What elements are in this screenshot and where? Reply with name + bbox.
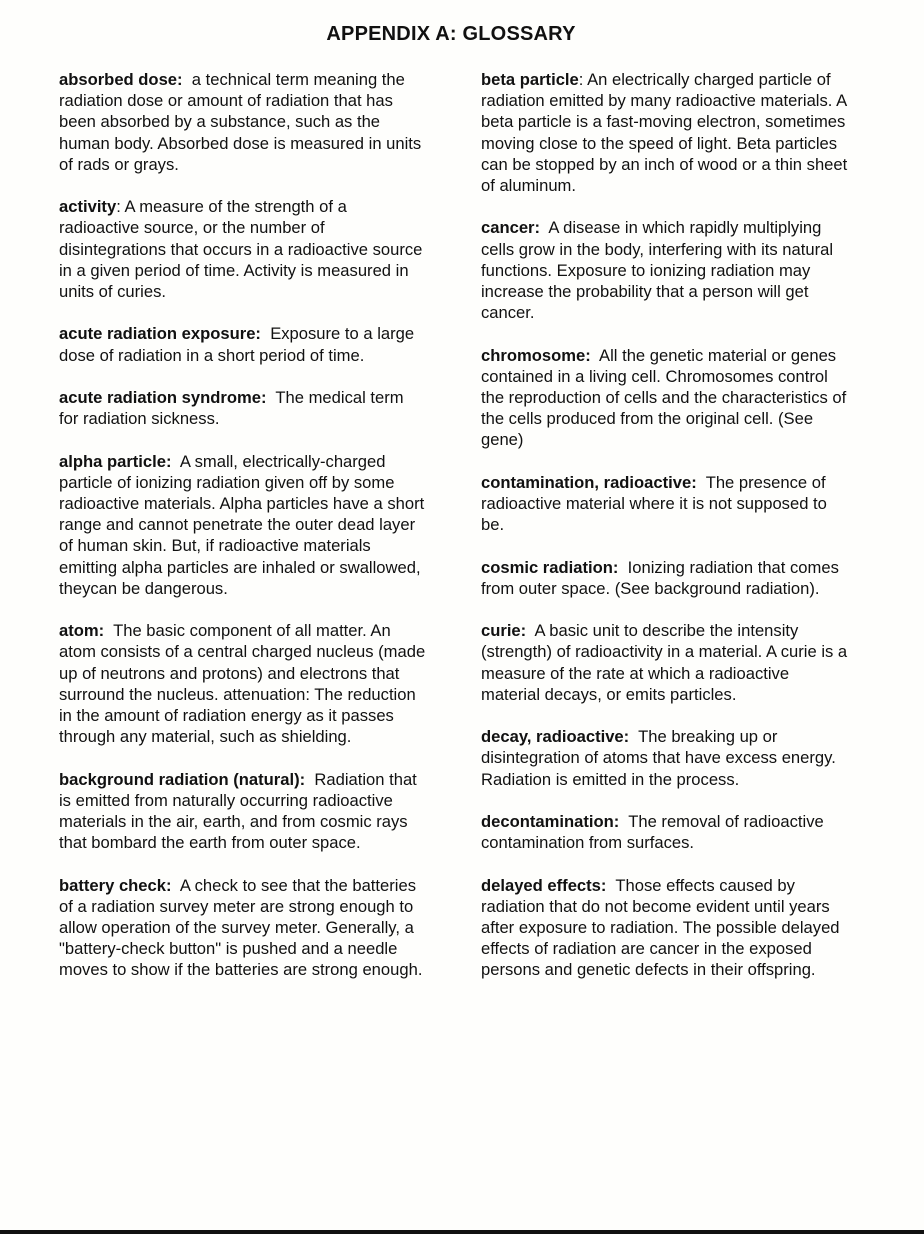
glossary-definition: The removal of radioactive contamination from surfaces. bbox=[481, 812, 824, 853]
glossary-entry-background-radiation bbox=[59, 769, 427, 854]
glossary-definition: : An electrically charged particle of radiation emitted by many radioactive materials. A beta particle is a fast-moving electron, sometimes moving close to the speed of light. Beta particles can be stopped by an inch of wood or a thin sheet of aluminum. bbox=[481, 70, 848, 196]
glossary-definition: A check to see that the batteries of a radiation survey meter are strong enough to allow operation of the survey meter. Generally, a "battery-check button" is pushed and a needle moves to show if the batteries are strong enough. bbox=[59, 875, 423, 980]
glossary-term: delayed effects: bbox=[481, 875, 607, 895]
glossary-entry-decay-radioactive bbox=[481, 726, 849, 790]
glossary-entry-chromosome bbox=[481, 345, 849, 451]
glossary-term: curie: bbox=[481, 621, 527, 641]
glossary-term: absorbed dose: bbox=[59, 70, 183, 89]
glossary-term: background radiation (natural): bbox=[59, 769, 306, 789]
glossary-entry-acute-radiation-syndrome bbox=[59, 387, 427, 429]
glossary-entry-delayed-effects bbox=[481, 875, 849, 981]
glossary-definition: A small, electrically-charged particle of ionizing radiation given off by some radioactive materials. Alpha particles have a short range and cannot penetrate the outer dead layer of human skin. But, if radioactive materials emitting alpha particles are inhaled or swallowed, theycan be dangerous. bbox=[59, 451, 425, 598]
page-bottom-rule bbox=[0, 1230, 924, 1234]
glossary-definition: Those effects caused by radiation that do not become evident until years after exposure to radiation. The possible delayed effects of radiation are cancer in the exposed persons and genetic defects in their offspring. bbox=[481, 875, 840, 980]
glossary-entry-acute-radiation-exposure bbox=[59, 323, 427, 365]
glossary-term: decontamination: bbox=[481, 812, 620, 831]
glossary-term: alpha particle: bbox=[59, 451, 172, 471]
glossary-definition: The medical term for radiation sickness. bbox=[59, 388, 404, 429]
glossary-term: acute radiation syndrome: bbox=[59, 388, 267, 407]
glossary-definition: The presence of radioactive material where it is not supposed to be. bbox=[481, 472, 827, 535]
glossary-entry-cosmic-radiation bbox=[481, 557, 849, 599]
glossary-definition: Exposure to a large dose of radiation in a short period of time. bbox=[59, 324, 415, 365]
page-title: APPENDIX A: GLOSSARY bbox=[326, 23, 576, 45]
glossary-definition: Ionizing radiation that comes from outer space. (See background radiation). bbox=[481, 557, 839, 598]
glossary-column-left bbox=[59, 69, 427, 1002]
glossary-column-right bbox=[481, 69, 849, 1002]
glossary-entry-battery-check bbox=[59, 875, 427, 981]
glossary-term: battery check: bbox=[59, 875, 172, 895]
glossary-term: contamination, radioactive: bbox=[481, 472, 697, 492]
glossary-entry-cancer bbox=[481, 217, 849, 323]
glossary-term: beta particle bbox=[481, 70, 579, 89]
glossary-term: chromosome: bbox=[481, 345, 591, 365]
glossary-entry-atom bbox=[59, 620, 427, 747]
glossary-definition: All the genetic material or genes contained in a living cell. Chromosomes control the reproduction of cells and the characteristics of the cells produced from the original cell. (See gene) bbox=[481, 345, 847, 450]
glossary-entry-curie bbox=[481, 620, 849, 705]
glossary-definition: a technical term meaning the radiation dose or amount of radiation that has been absorbed by a substance, such as the human body. Absorbed dose is measured in units of rads or grays. bbox=[59, 70, 422, 174]
glossary-term: decay, radioactive: bbox=[481, 727, 630, 747]
glossary-entry-activity bbox=[59, 196, 427, 302]
glossary-definition: The breaking up or disintegration of atoms that have excess energy. Radiation is emitted in the process. bbox=[481, 727, 836, 789]
glossary-entry-absorbed-dose bbox=[59, 69, 427, 175]
glossary-entry-beta-particle bbox=[481, 69, 849, 196]
glossary-term: atom: bbox=[59, 621, 105, 641]
glossary-definition: Radiation that is emitted from naturally occurring radioactive materials in the air, earth, and from cosmic rays that bombard the earth from outer space. bbox=[59, 769, 417, 853]
glossary-term: activity bbox=[59, 197, 117, 217]
glossary-entry-contamination-radioactive bbox=[481, 472, 849, 536]
glossary-definition: The basic component of all matter. An atom consists of a central charged nucleus (made up of neutrons and protons) and electrons that surround the nucleus. attenuation: The reduction in the amount of radiation energy as it passes through any material, such as shielding. bbox=[59, 621, 426, 747]
glossary-entry-decontamination bbox=[481, 811, 849, 853]
glossary-term: cosmic radiation: bbox=[481, 557, 619, 577]
glossary-definition: : A measure of the strength of a radioactive source, or the number of disintegrations that occurs in a radioactive source in a given period of time. Activity is measured in units of curies. bbox=[59, 197, 423, 302]
glossary-term: acute radiation exposure: bbox=[59, 324, 261, 344]
glossary-definition: A basic unit to describe the intensity (strength) of radioactivity in a material. A curie is a measure of the rate at which a radioactive material decays, or emits particles. bbox=[481, 621, 848, 704]
glossary-term: cancer: bbox=[481, 218, 541, 238]
glossary-entry-alpha-particle bbox=[59, 451, 427, 599]
glossary-definition: A disease in which rapidly multiplying cells grow in the body, interfering with its natural functions. Exposure to ionizing radiation may increase the probability that a person will get cancer. bbox=[481, 218, 834, 323]
